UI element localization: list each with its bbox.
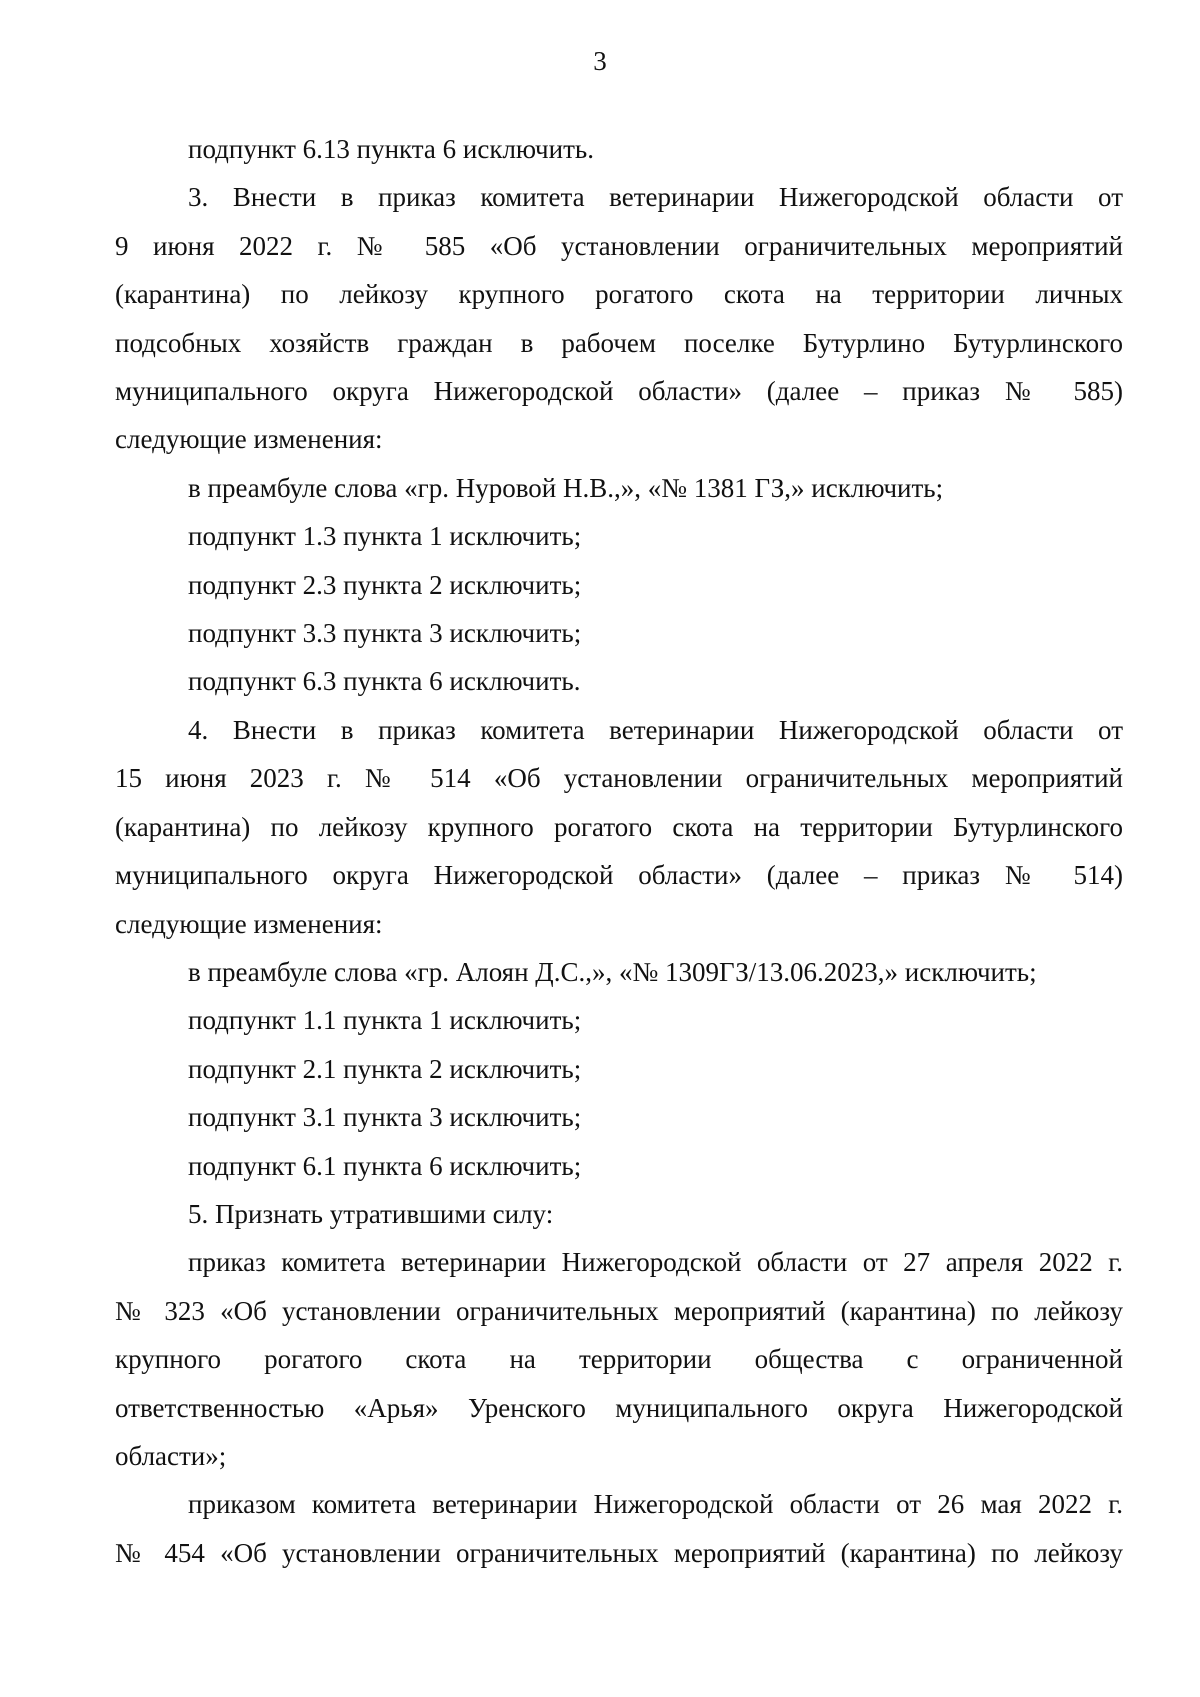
text-line: подпункт 3.1 пункта 3 исключить;	[188, 1102, 582, 1133]
text-line: подпункт 6.3 пункта 6 исключить.	[188, 666, 581, 697]
paragraph	[115, 1093, 1123, 1141]
text-line: № 323 «Об установлении ограничительных мероприятий (карантина) по лейкозу	[115, 1295, 1123, 1326]
text-line: подпункт 6.13 пункта 6 исключить.	[188, 134, 594, 164]
text-line: в преамбуле слова «гр. Алоян Д.С.,», «№ 1309ГЗ/13.06.2023,» исключить;	[188, 956, 1037, 987]
paragraph	[115, 657, 1123, 705]
paragraph	[115, 706, 1123, 948]
text-line: 15 июня 2023 г. № 514 «Об установлении ограничительных мероприятий	[115, 763, 1123, 794]
text-line: подпункт 6.1 пункта 6 исключить;	[188, 1150, 582, 1181]
text-line: 3. Внести в приказ комитета ветеринарии Нижегородской области от	[188, 182, 1123, 213]
text-line: подпункт 1.3 пункта 1 исключить;	[188, 521, 582, 552]
paragraph	[115, 1480, 1123, 1577]
text-line: области»;	[115, 1440, 227, 1471]
page-number: 3	[593, 46, 607, 76]
text-line: 4. Внести в приказ комитета ветеринарии Нижегородской области от	[188, 714, 1123, 745]
paragraph	[115, 609, 1123, 657]
text-line: (карантина) по лейкозу крупного рогатого скота на территории Бутурлинского	[115, 811, 1123, 842]
text-line: подпункт 2.1 пункта 2 исключить;	[188, 1053, 582, 1084]
paragraph	[115, 125, 1123, 173]
text-line: подсобных хозяйств граждан в рабочем поселке Бутурлино Бутурлинского	[115, 327, 1123, 358]
paragraph	[115, 948, 1123, 996]
paragraph	[115, 561, 1123, 609]
paragraph	[115, 464, 1123, 512]
text-line: 5. Признать утратившими силу:	[188, 1198, 554, 1229]
text-line: ответственностью «Арья» Уренского муниципального округа Нижегородской	[115, 1392, 1123, 1423]
text-line: следующие изменения:	[115, 424, 383, 455]
text-line: в преамбуле слова «гр. Нуровой Н.В.,», «№ 1381 ГЗ,» исключить;	[188, 472, 944, 503]
text-line: 9 июня 2022 г. № 585 «Об установлении ограничительных мероприятий	[115, 230, 1123, 261]
paragraph	[115, 1190, 1123, 1238]
paragraph	[115, 996, 1123, 1044]
text-line: муниципального округа Нижегородской области» (далее – приказ № 514)	[115, 860, 1123, 891]
text-line: приказом комитета ветеринарии Нижегородской области от 26 мая 2022 г.	[188, 1489, 1123, 1520]
text-line: подпункт 3.3 пункта 3 исключить;	[188, 618, 582, 649]
document-body	[115, 125, 1123, 1577]
paragraph	[115, 1045, 1123, 1093]
paragraph	[115, 173, 1123, 463]
text-line: (карантина) по лейкозу крупного рогатого скота на территории личных	[115, 279, 1123, 310]
text-line: следующие изменения:	[115, 908, 383, 939]
paragraph	[115, 1238, 1123, 1480]
text-line: приказ комитета ветеринарии Нижегородской области от 27 апреля 2022 г.	[188, 1247, 1123, 1278]
text-line: подпункт 1.1 пункта 1 исключить;	[188, 1005, 582, 1036]
paragraph	[115, 512, 1123, 560]
paragraph	[115, 1142, 1123, 1190]
text-line: подпункт 2.3 пункта 2 исключить;	[188, 569, 582, 600]
text-line: муниципального округа Нижегородской области» (далее – приказ № 585)	[115, 376, 1123, 407]
text-line: № 454 «Об установлении ограничительных мероприятий (карантина) по лейкозу	[115, 1537, 1123, 1568]
text-line: крупного рогатого скота на территории общества с ограниченной	[115, 1344, 1123, 1375]
